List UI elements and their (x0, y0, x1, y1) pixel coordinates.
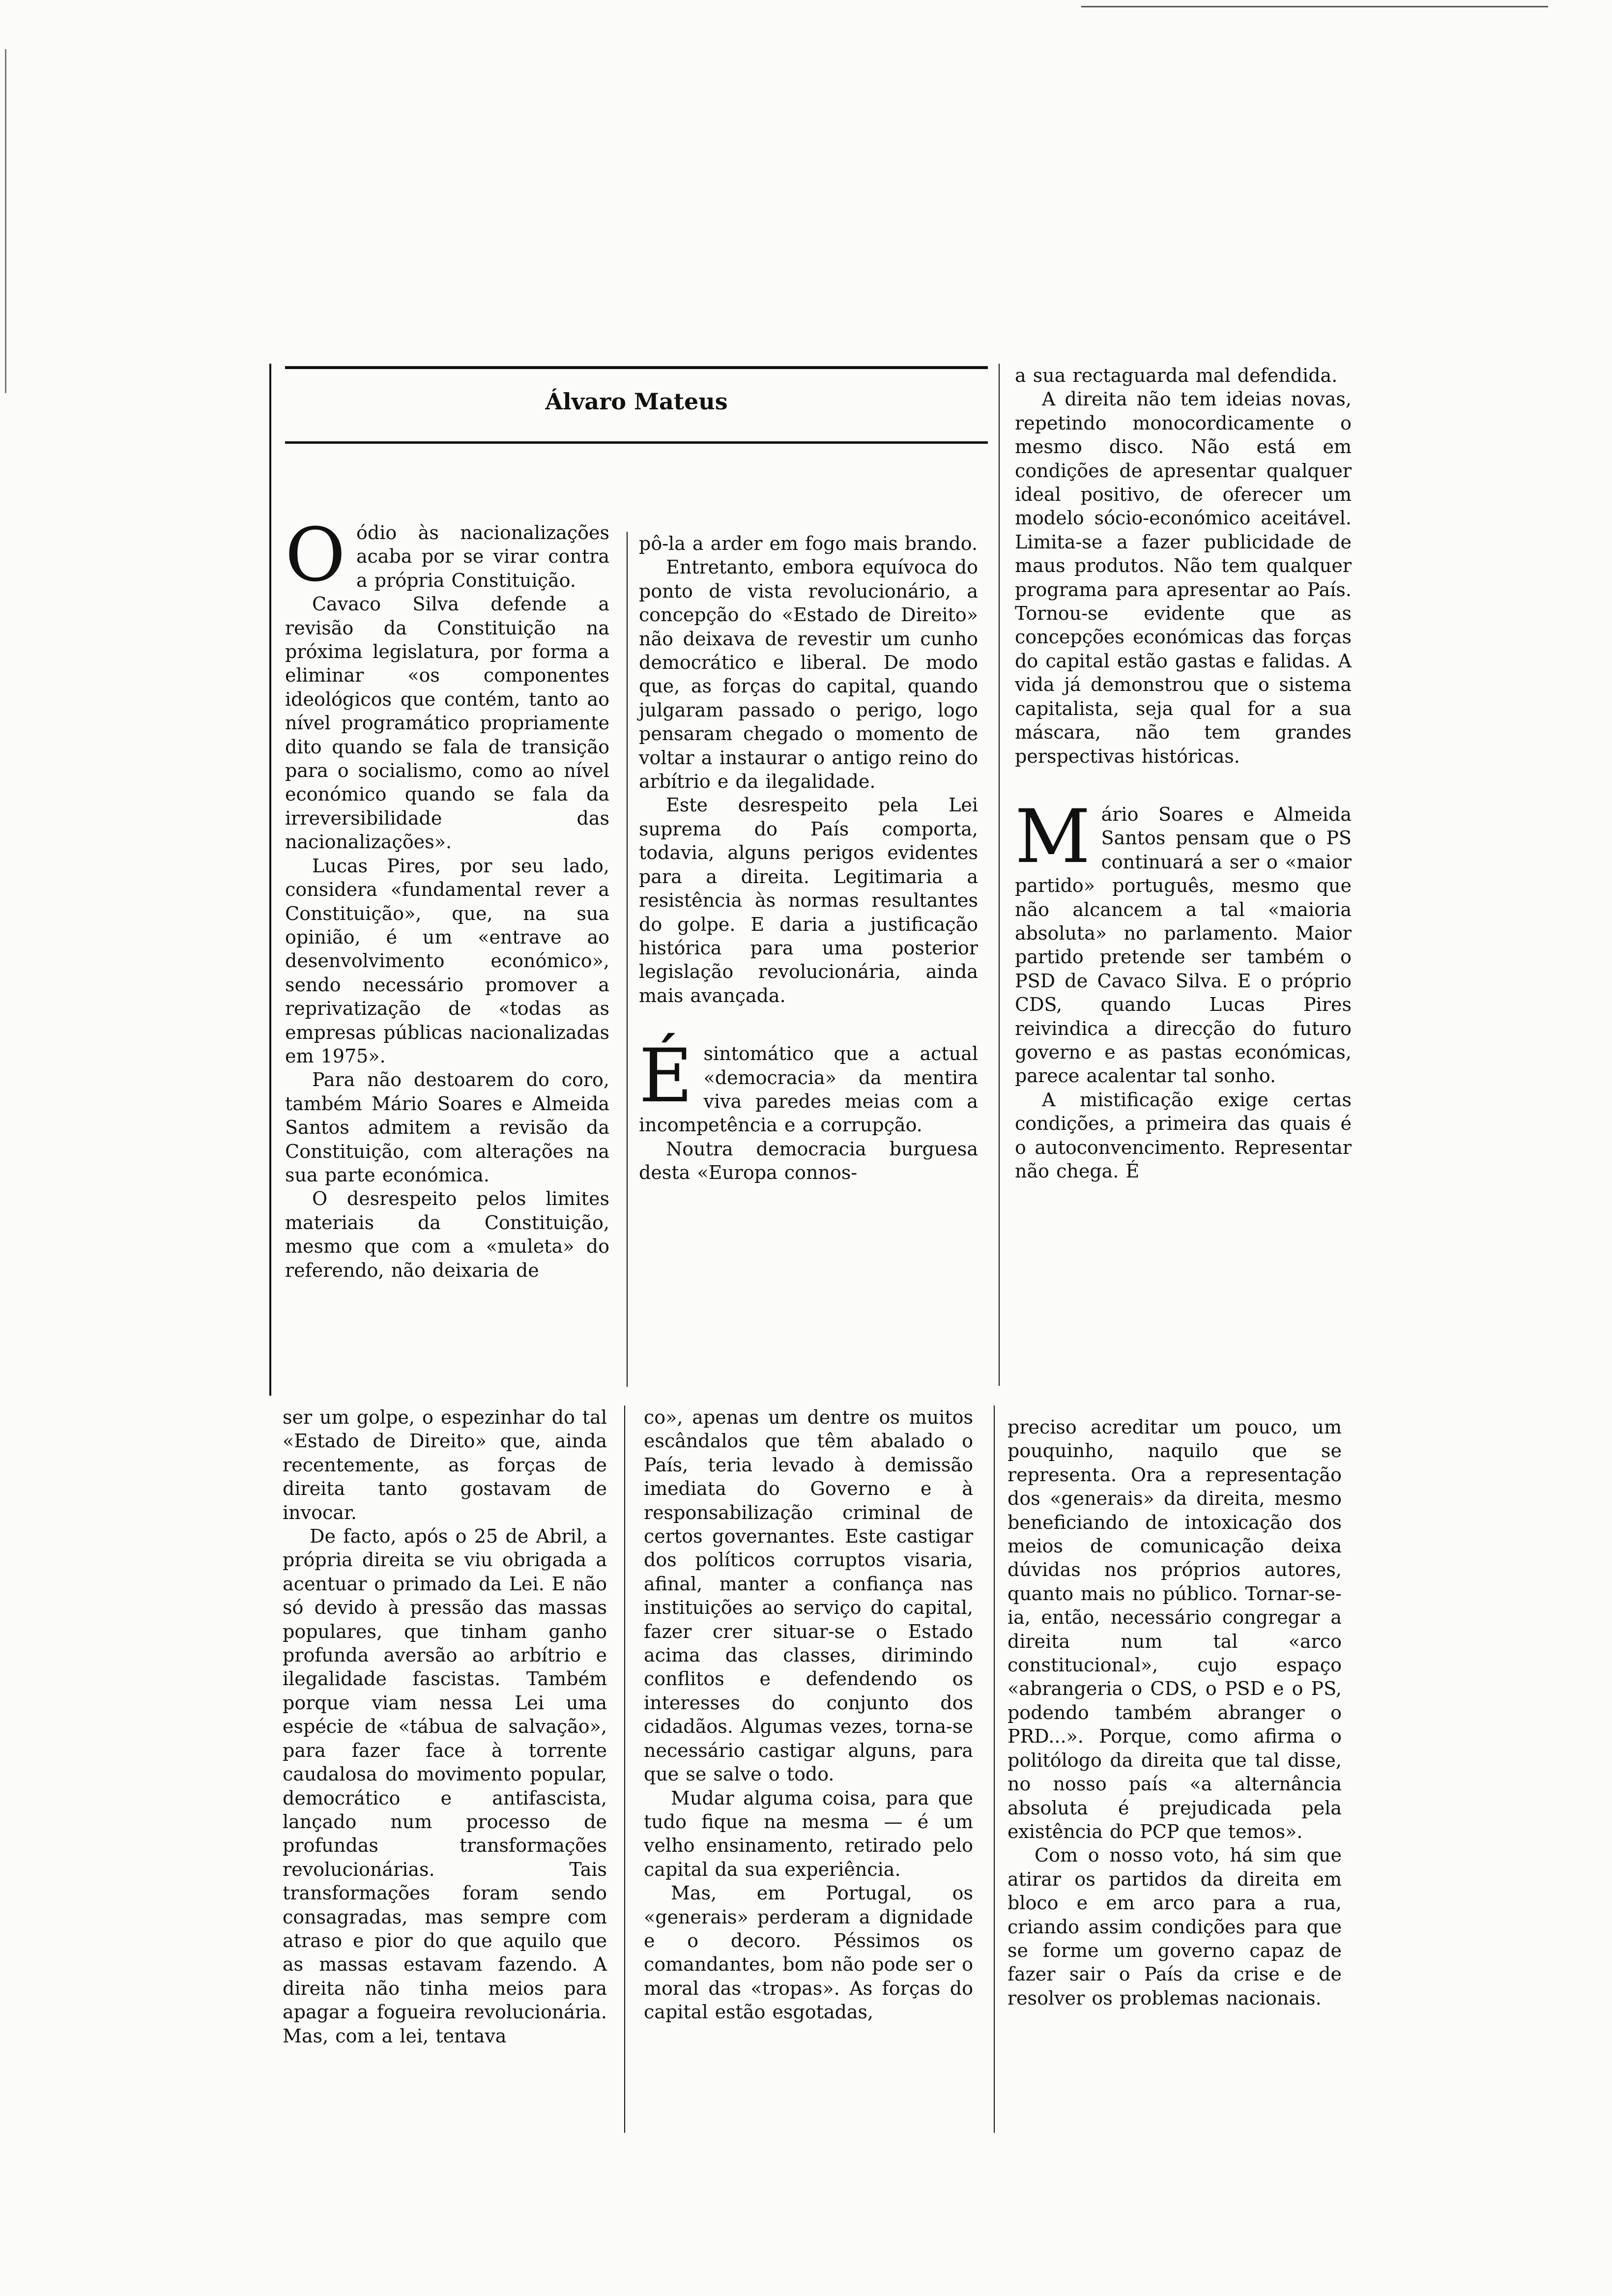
paragraph-text: ário Soares e Almeida Santos pensam que o PS continuará a ser o «maior partido» português, mesmo que não alcancem a tal «maioria absoluta» no parlamento. Maior partido pretende ser também o PSD de Cavaco Silva. E o próprio CDS, quando Lucas Pires reivindica a direcção do futuro governo e as pastas económicas, parece acalentar tal sonho. (1015, 803, 1352, 1087)
paragraph-text: a sua rectaguarda mal defendida. (1015, 365, 1338, 386)
paragraph (283, 1406, 607, 1524)
header-bottom-rule (285, 441, 988, 444)
paragraph-text: Lucas Pires, por seu lado, considera «fundamental rever a Constituição», que, na sua opinião, é um «entrave ao desenvolvimento económico», sendo necessário promover a reprivatização de «todas as empresas públicas nacionalizadas em 1975». (285, 855, 609, 1067)
paragraph-text: Mas, em Portugal, os «generais» perderam a dignidade e o decoro. Péssimos os comandantes, bom não pode ser o moral das «tropas». As forças do capital estão esgotadas, (644, 1882, 973, 2023)
paragraph (644, 1786, 973, 1882)
paragraph-text: Mudar alguma coisa, para que tudo fique na mesma — é um velho ensinamento, retirado pelo capital da sua experiência. (644, 1787, 973, 1880)
drop-cap: É (639, 1033, 693, 1119)
paragraph-text: ódio às nacionalizações acaba por se virar contra a própria Constituição. (356, 522, 609, 591)
drop-cap: M (1015, 794, 1091, 880)
header-top-rule (285, 366, 988, 369)
paragraph-text: co», apenas um dentre os muitos escândalos que têm abalado o País, teria levado à demissão imediata do Governo e à responsabilização criminal de certos governantes. Este castigar dos políticos corruptos visaria, afinal, manter a confiança nas instituições ao serviço do capital, fazer crer situar-se o Estado acima das classes, dirimindo conflitos e defendendo os interesses do conjunto dos cidadãos. Algumas vezes, torna-se necessário castigar alguns, para que se salve o todo. (644, 1406, 973, 1785)
column-divider (994, 1406, 995, 2133)
column-divider (999, 364, 1000, 1386)
paragraph (285, 513, 609, 598)
paragraph-text: pô-la a arder em fogo mais brando. (639, 533, 978, 554)
paragraph (644, 1406, 973, 1786)
paragraph (1008, 1843, 1342, 2010)
article-column-1-continued (283, 1406, 607, 2048)
paragraph (639, 1033, 978, 1137)
column-divider (627, 532, 628, 1387)
paragraph (639, 1137, 978, 1185)
paragraph (1008, 1415, 1342, 1843)
paragraph-text: A mistificação exige certas condições, a primeira das quais é o autoconvencimento. Representar não chega. É (1015, 1089, 1352, 1182)
paragraph-text: preciso acreditar um pouco, um pouquinho, naquilo que se representa. Ora a representação dos «generais» da direita, mesmo beneficiando de intoxicação dos meios de comunicação deixa dúvidas nos próprios autores, quanto mais no público. Tornar-se-ia, então, necessário congregar a direita num tal «arco constitucional», cujo espaço «abrangeria o CDS, o PSD e o PS, podendo também abranger o PRD...». Porque, como afirma o politólogo da direita que tal disse, no nosso país «a alternância absoluta é prejudicada pela existência do PCP que temos». (1008, 1416, 1342, 1842)
paragraph-text: A direita não tem ideias novas, repetindo monocordicamente o mesmo disco. Não está em condições de apresentar qualquer ideal positivo, de oferecer um modelo sócio-económico aceitável. Limita-se a fazer publicidade de maus produtos. Não tem qualquer programa para apresentar ao País. Tornou-se evidente que as concepções económicas das forças do capital estão gastas e falidas. A vida já demonstrou que o sistema capitalista, seja qual for a sua máscara, não tem grandes perspectivas históricas. (1015, 388, 1352, 767)
paragraph (1015, 387, 1352, 768)
paragraph-text: Com o nosso voto, há sim que atirar os partidos da direita em bloco e em arco para a rua, criando assim condições para que se forme um governo capaz de fazer sair o País da crise e de resolver os problemas nacionais. (1008, 1844, 1342, 2009)
scan-mark (1081, 6, 1548, 7)
paragraph-text: De facto, após o 25 de Abril, a própria direita se viu obrigada a acentuar o primado da Lei. E não só devido à pressão das massas populares, que tinham ganho profunda aversão ao arbítrio e ilegalidade fascistas. Também porque viam nessa Lei uma espécie de «tábua de salvação», para fazer face à torrente caudalosa do movimento popular, democrático e antifascista, lançado num processo de profundas transformações revolucionárias. Tais transformações foram sendo consagradas, mas sempre com atraso e pior do que aquilo que as massas estavam fazendo. A direita não tinha meios para apagar a fogueira revolucionária. Mas, com a lei, tentava (283, 1525, 607, 2047)
paragraph (283, 1524, 607, 2048)
paragraph (285, 1187, 609, 1282)
article-column-3 (1015, 364, 1352, 1183)
paragraph (1015, 1088, 1352, 1183)
column-divider (624, 1406, 625, 2133)
paragraph-text: Noutra democracia burguesa desta «Europa connos- (639, 1138, 978, 1184)
scan-mark (5, 49, 6, 393)
paragraph (1015, 794, 1352, 1088)
paragraph-text: Cavaco Silva defende a revisão da Constituição na próxima legislatura, por forma a eliminar «os componentes ideológicos que contém, tanto ao nível programático propriamente dito quando se fala de transição para o socialismo, como ao nível económico quando se fala da irreversibilidade das nacionalizações». (285, 593, 609, 853)
paragraph (639, 555, 978, 793)
paragraph-text: ser um golpe, o espezinhar do tal «Estado de Direito» que, ainda recentemente, as forças de direita tanto gostavam de invocar. (283, 1406, 607, 1523)
article-column-2 (639, 532, 978, 1185)
article-column-3-continued (1008, 1415, 1342, 2010)
paragraph (644, 1881, 973, 2024)
paragraph (1015, 364, 1352, 387)
paragraph (285, 854, 609, 1068)
paragraph-text: O desrespeito pelos limites materiais da Constituição, mesmo que com a «muleta» do referendo, não deixaria de (285, 1188, 609, 1281)
paragraph (285, 1068, 609, 1187)
paragraph-text: Este desrespeito pela Lei suprema do País comporta, todavia, alguns perigos evidentes para a direita. Legitimaria a resistência às normas resultantes do golpe. E daria a justificação histórica para uma posterior legislação revolucionária, ainda mais avançada. (639, 794, 978, 1006)
paragraph (639, 793, 978, 1007)
paragraph-text: Entretanto, embora equívoca do ponto de vista revolucionário, a concepção do «Estado de Direito» não deixava de revestir um cunho democrático e liberal. De modo que, as forças do capital, quando julgaram passado o perigo, logo pensaram chegado o momento de voltar a instaurar o antigo reino do arbítrio e da ilegalidade. (639, 556, 978, 793)
article-column-1 (285, 487, 609, 1282)
byline: Álvaro Mateus (545, 388, 728, 415)
left-margin-rule (269, 364, 271, 1396)
paragraph-text: Para não destoarem do coro, também Mário Soares e Almeida Santos admitem a revisão da Constituição, com alterações na sua parte económica. (285, 1069, 609, 1186)
paragraph (639, 532, 978, 555)
article-column-2-continued (644, 1406, 973, 2024)
drop-cap: O (285, 513, 345, 598)
paragraph-text: sintomático que a actual «democracia» da mentira viva paredes meias com a incompetência e a corrupção. (639, 1043, 978, 1136)
paragraph (285, 592, 609, 854)
